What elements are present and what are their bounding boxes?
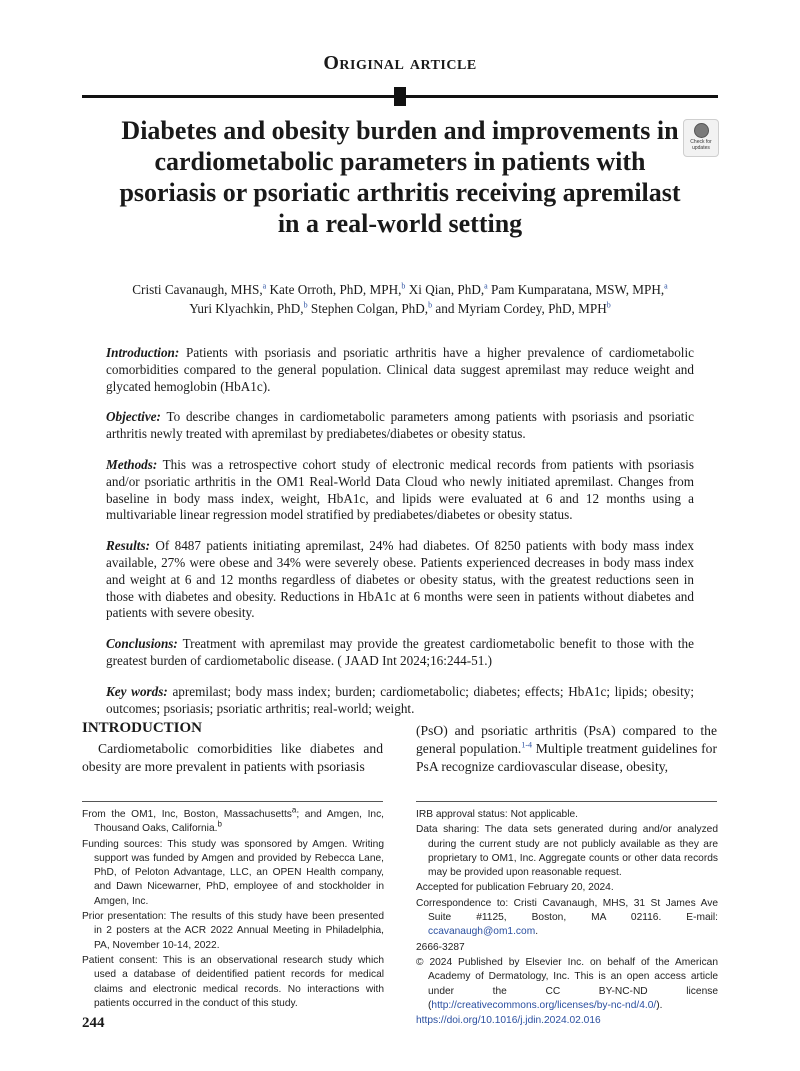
affiliation-mark: b	[217, 819, 222, 829]
abstract-text: apremilast; body mass index; burden; cardiometabolic; diabetes; effects; HbA1c; lipids; obesity; outcomes; psoriasis; psoriatic arthritis; real-world; weight.	[106, 683, 695, 716]
correspondence-note: Correspondence to: Cristi Cavanaugh, MHS, 31 St James Ave Suite #1125, Boston, MA 02116. E-mail: ccavanaugh@om1.com.	[416, 897, 718, 938]
abstract-label: Results:	[106, 538, 150, 554]
affiliation-mark[interactable]: b	[401, 281, 406, 291]
abstract-text: To describe changes in cardiometabolic parameters among patients with psoriasis and psoriatic arthritis newly treated with apremilast by prediabetes/diabetes or obesity status.	[106, 409, 694, 442]
author: and Myriam Cordey, PhD, MPH$^b$	[435, 300, 611, 316]
author: Yuri Klyachkin, PhD,$^b$	[189, 300, 308, 316]
affiliation-mark[interactable]: a	[484, 281, 488, 291]
footnotes-left	[82, 805, 384, 1012]
footnote-divider	[82, 801, 383, 802]
license-link[interactable]: http://creativecommons.org/licenses/by-nc-nd/4.0/	[431, 999, 657, 1011]
author: Xi Qian, PhD,$^a$	[408, 281, 488, 297]
abstract	[106, 345, 694, 731]
funding-note: Funding sources: This study was sponsored by Amgen. Writing support was funded by Amgen and provided by Rebecca Lane, PhD, of Peloton Advantage, LLC, an OPEN Health company, and Dawn Nicewarner, PhD, employee of and stockholder in Amgen, Inc.	[82, 838, 384, 907]
abstract-label: Introduction:	[106, 345, 180, 360]
body-text-column-right: (PsO) and psoriatic arthritis (PsA) compared to the general population.$^{1-4}$ Multiple treatment guidelines for PsA recognize cardiovascular disease, obesity,	[416, 723, 717, 774]
abstract-label: Conclusions:	[106, 636, 178, 652]
page-number: 244	[82, 1015, 105, 1031]
abstract-label: Key words:	[106, 683, 168, 699]
header-rule-right	[406, 95, 718, 98]
header-rule-left	[82, 95, 394, 98]
abstract-text: Treatment with apremilast may provide the greatest cardiometabolic benefit to those with the greatest burden of cardiometabolic disease. ( JAAD Int 2024;16:244-51.)	[106, 636, 694, 668]
body-text-column-left: Cardiometabolic comorbidities like diabetes and obesity are more prevalent in patients with psoriasis	[82, 741, 383, 774]
author-list	[82, 280, 718, 318]
data-sharing-note: Data sharing: The data sets generated during and/or analyzed during the current study are not publicly available as they are proprietary to OM1, Inc. Aggregate counts or other data records may be provided upon reasonable request.	[416, 824, 718, 879]
affiliation-mark: a	[291, 805, 297, 815]
author: Stephen Colgan, PhD,$^b$	[310, 300, 433, 316]
abstract-label: Methods:	[106, 456, 158, 472]
affiliation-mark[interactable]: b	[428, 300, 433, 310]
copyright-note: © 2024 Published by Elsevier Inc. on behalf of the American Academy of Dermatology, Inc. This is an open access article under the CC BY-NC-ND license (http://creativecommons.org/licenses/by-nc-nd/4.0/).	[416, 956, 718, 1011]
footnotes-right	[416, 808, 718, 1029]
accepted-note: Accepted for publication February 20, 2024.	[416, 882, 614, 894]
header-rule-marker	[394, 87, 406, 106]
affiliation-mark[interactable]: b	[303, 300, 308, 310]
crossmark-circle-icon	[694, 123, 709, 138]
abstract-label: Objective:	[106, 409, 161, 425]
abstract-conclusions	[106, 636, 694, 670]
abstract-introduction	[106, 345, 694, 395]
section-heading: INTRODUCTION	[82, 720, 203, 736]
author: Pam Kumparatana, MSW, MPH,$^a$	[491, 281, 668, 297]
crossmark-label: Check for updates	[690, 139, 712, 151]
affiliation-mark[interactable]: b	[606, 300, 611, 310]
patient-consent-note: Patient consent: This is an observational research study which used a database of deidentified patient records for medical claims and electronic medical records. No interactions with patients occurred in the conduct of this study.	[82, 954, 384, 1009]
abstract-keywords	[106, 684, 694, 718]
citation-link[interactable]: 1-4	[521, 740, 532, 750]
abstract-text: This was a retrospective cohort study of electronic medical records from patients with psoriasis and/or psoriatic arthritis in the OM1 Real-World Data Cloud who newly initiated apremilast. Changes from baseline in body mass index, weight, HbA1c, and lipids were evaluated at 6 and 12 months using a multivariable linear regression model stratified by prediabetes/diabetes or obesity status.	[106, 456, 694, 523]
affiliation-mark[interactable]: a	[664, 281, 668, 291]
doi-link[interactable]: https://doi.org/10.1016/j.jdin.2024.02.016	[416, 1015, 601, 1027]
abstract-methods	[106, 457, 694, 524]
author: Kate Orroth, PhD, MPH,$^b$	[269, 281, 406, 297]
abstract-objective	[106, 409, 694, 443]
article-title: Diabetes and obesity burden and improvements in cardiometabolic parameters in patients with psoriasis or psoriatic arthritis receiving apremilast in a real-world setting	[119, 116, 681, 238]
prior-presentation-note: Prior presentation: The results of this study have been presented in 2 posters at the ACR 2022 Annual Meeting in Philadelphia, PA, November 10-14, 2022.	[82, 911, 384, 951]
affiliations-note: From the OM1, Inc, Boston, Massachusetts$^a$; and Amgen, Inc, Thousand Oaks, California.$^b$	[82, 805, 384, 835]
section-label: Original article	[323, 52, 477, 74]
author: Cristi Cavanaugh, MHS,$^a$	[132, 281, 267, 297]
issn: 2666-3287	[416, 941, 465, 953]
abstract-text: Of 8487 patients initiating apremilast, 24% had diabetes. Of 8250 patients with body mass index available, 27% were obese and 34% were severely obese. Patients experienced decreases in body mass index and weight at 6 and 12 months regardless of diabetes or obesity status, with the greatest reductions seen in those with diabetes and obesity. Reductions in HbA1c at 6 months were seen in patients without diabetes and patients with severe obesity.	[106, 538, 694, 621]
irb-note: IRB approval status: Not applicable.	[416, 809, 578, 820]
abstract-results	[106, 538, 694, 622]
footnote-divider	[416, 801, 717, 802]
abstract-text: Patients with psoriasis and psoriatic arthritis have a higher prevalence of cardiometabolic comorbidities compared to the general population. Clinical data suggest apremilast may reduce weight and glycated hemoglobin (HbA1c).	[106, 345, 694, 394]
affiliation-mark[interactable]: a	[262, 281, 267, 291]
email-link[interactable]: ccavanaugh@om1.com	[428, 926, 536, 938]
